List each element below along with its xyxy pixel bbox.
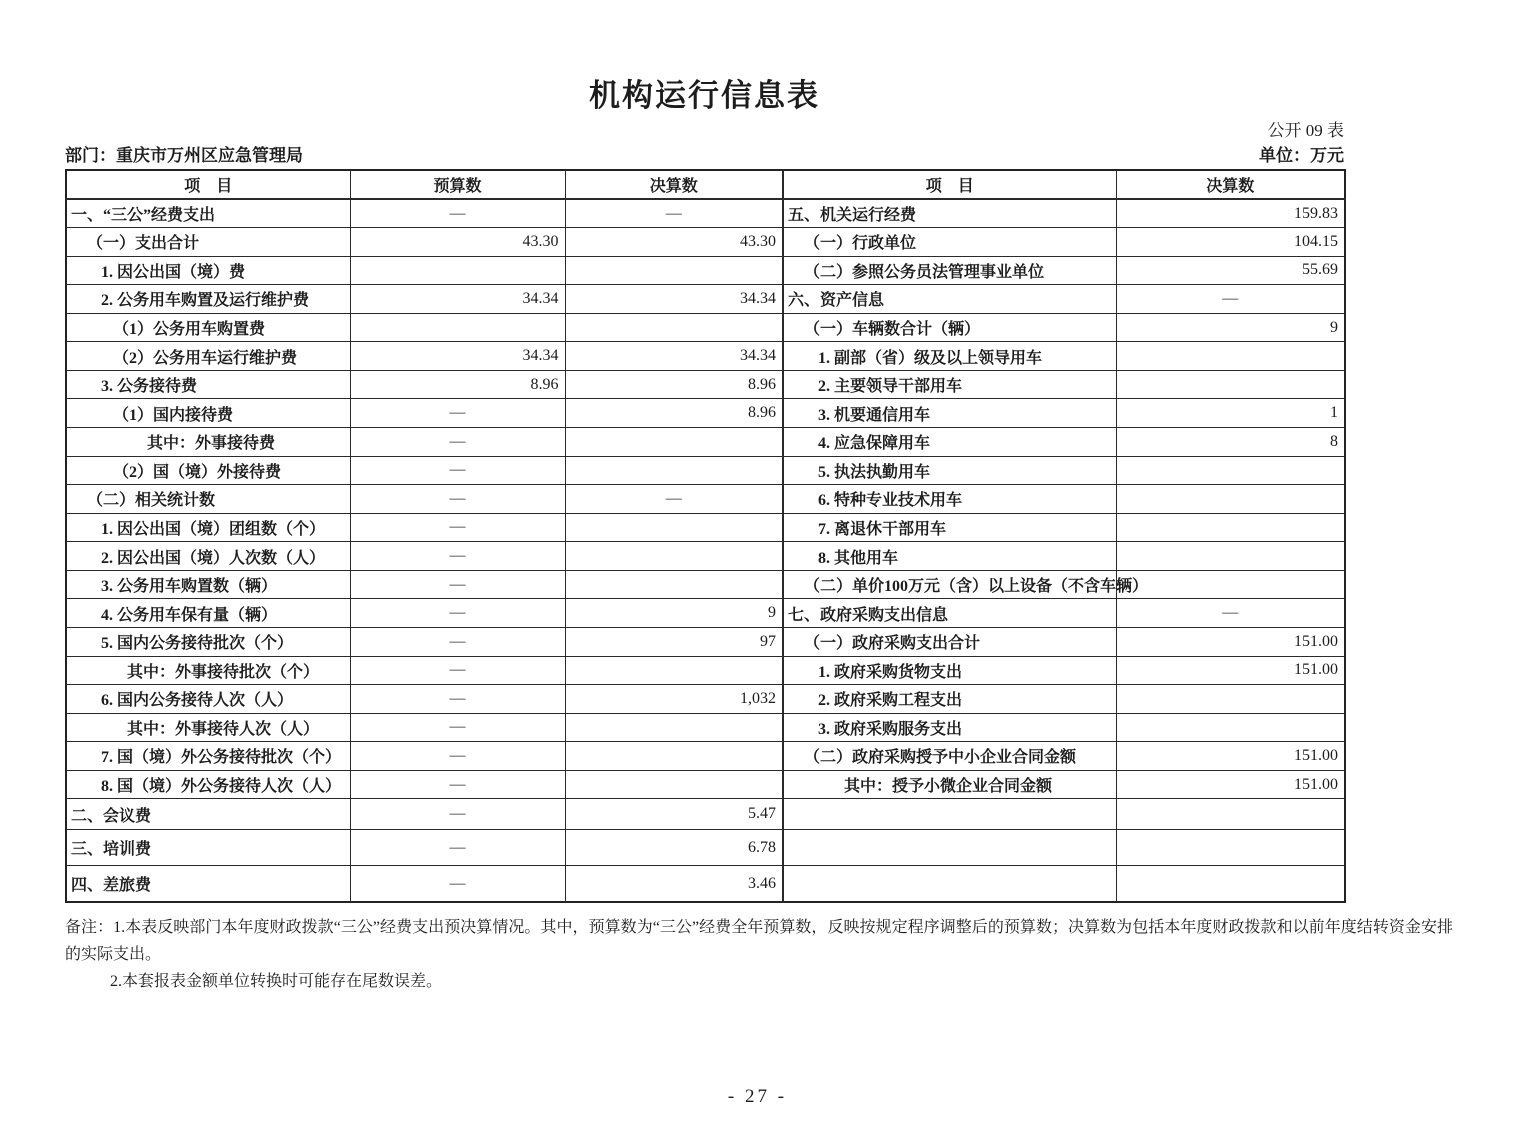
table-row bbox=[66, 228, 1345, 257]
item-cell-left: 其中：外事接待人次（人） bbox=[66, 713, 350, 742]
final-value-cell-right: 159.83 bbox=[1116, 199, 1345, 228]
item-cell-right bbox=[783, 799, 1116, 830]
final-value-cell bbox=[565, 570, 783, 599]
item-cell-left: 5. 国内公务接待批次（个） bbox=[66, 627, 350, 656]
page-title: 机构运行信息表 bbox=[589, 78, 820, 113]
item-cell-right: 1. 政府采购货物支出 bbox=[783, 656, 1116, 685]
budget-value-cell: — bbox=[350, 830, 565, 866]
final-value-cell bbox=[565, 513, 783, 542]
budget-value-cell: — bbox=[350, 485, 565, 514]
operation-info-table bbox=[65, 169, 1346, 903]
final-value-cell-right: — bbox=[1116, 285, 1345, 314]
final-value-cell: 43.30 bbox=[565, 228, 783, 257]
final-value-cell-right bbox=[1116, 685, 1345, 714]
budget-value-cell: — bbox=[350, 428, 565, 457]
final-value-cell: 5.47 bbox=[565, 799, 783, 830]
item-cell-left: 7. 国（境）外公务接待批次（个） bbox=[66, 742, 350, 771]
budget-value-cell: — bbox=[350, 685, 565, 714]
final-value-cell-right bbox=[1116, 713, 1345, 742]
budget-value-cell: — bbox=[350, 542, 565, 571]
table-row bbox=[66, 599, 1345, 628]
final-value-cell: 8.96 bbox=[565, 370, 783, 399]
table-header-row bbox=[66, 170, 1345, 199]
header-item-right: 项 目 bbox=[783, 170, 1116, 199]
item-cell-right: 七、政府采购支出信息 bbox=[783, 599, 1116, 628]
table-row bbox=[66, 656, 1345, 685]
final-value-cell: — bbox=[565, 199, 783, 228]
budget-value-cell: — bbox=[350, 456, 565, 485]
table-row bbox=[66, 713, 1345, 742]
budget-value-cell: 34.34 bbox=[350, 342, 565, 371]
item-cell-right: 3. 机要通信用车 bbox=[783, 399, 1116, 428]
final-value-cell: 1,032 bbox=[565, 685, 783, 714]
item-cell-left: （2）国（境）外接待费 bbox=[66, 456, 350, 485]
item-cell-left: 其中：外事接待批次（个） bbox=[66, 656, 350, 685]
budget-value-cell: — bbox=[350, 599, 565, 628]
page-number: - 27 - bbox=[727, 1086, 788, 1107]
table-row bbox=[66, 313, 1345, 342]
header-budget: 预算数 bbox=[350, 170, 565, 199]
budget-value-cell: — bbox=[350, 742, 565, 771]
table-row bbox=[66, 770, 1345, 799]
table-row bbox=[66, 742, 1345, 771]
item-cell-left: 四、差旅费 bbox=[66, 866, 350, 902]
table-row bbox=[66, 399, 1345, 428]
item-cell-right: 8. 其他用车 bbox=[783, 542, 1116, 571]
item-cell-left: 3. 公务接待费 bbox=[66, 370, 350, 399]
final-value-cell-right bbox=[1116, 542, 1345, 571]
item-cell-right: （一）政府采购支出合计 bbox=[783, 627, 1116, 656]
budget-value-cell: — bbox=[350, 713, 565, 742]
final-value-cell-right bbox=[1116, 456, 1345, 485]
item-cell-right: （一）行政单位 bbox=[783, 228, 1116, 257]
table-row bbox=[66, 199, 1345, 228]
item-cell-right bbox=[783, 866, 1116, 902]
table-row bbox=[66, 485, 1345, 514]
item-cell-right: （一）车辆数合计（辆） bbox=[783, 313, 1116, 342]
item-cell-left: （2）公务用车运行维护费 bbox=[66, 342, 350, 371]
header-item-left: 项 目 bbox=[66, 170, 350, 199]
budget-value-cell: — bbox=[350, 513, 565, 542]
final-value-cell: 97 bbox=[565, 627, 783, 656]
item-cell-right: 6. 特种专业技术用车 bbox=[783, 485, 1116, 514]
item-cell-left: 其中：外事接待费 bbox=[66, 428, 350, 457]
final-value-cell bbox=[565, 542, 783, 571]
item-cell-right: 其中：授予小微企业合同金额 bbox=[783, 770, 1116, 799]
note-2: 2.本套报表金额单位转换时可能存在尾数误差。 bbox=[110, 972, 443, 990]
budget-value-cell: — bbox=[350, 199, 565, 228]
final-value-cell bbox=[565, 256, 783, 285]
final-value-cell-right: 151.00 bbox=[1116, 627, 1345, 656]
table-row bbox=[66, 627, 1345, 656]
final-value-cell-right bbox=[1116, 513, 1345, 542]
final-value-cell bbox=[565, 656, 783, 685]
final-value-cell-right: 8 bbox=[1116, 428, 1345, 457]
final-value-cell: 8.96 bbox=[565, 399, 783, 428]
table-row bbox=[66, 513, 1345, 542]
item-cell-right: 五、机关运行经费 bbox=[783, 199, 1116, 228]
final-value-cell-right: 151.00 bbox=[1116, 770, 1345, 799]
item-cell-left: 4. 公务用车保有量（辆） bbox=[66, 599, 350, 628]
header-final-right: 决算数 bbox=[1116, 170, 1345, 199]
item-cell-left: （二）相关统计数 bbox=[66, 485, 350, 514]
final-value-cell-right: 1 bbox=[1116, 399, 1345, 428]
budget-value-cell: — bbox=[350, 570, 565, 599]
meta-row bbox=[65, 145, 1344, 167]
table-row bbox=[66, 428, 1345, 457]
budget-value-cell: — bbox=[350, 770, 565, 799]
item-cell-left: 1. 因公出国（境）费 bbox=[66, 256, 350, 285]
budget-value-cell: — bbox=[350, 656, 565, 685]
table-row bbox=[66, 256, 1345, 285]
table-row bbox=[66, 866, 1345, 902]
final-value-cell: 34.34 bbox=[565, 342, 783, 371]
item-cell-left: 3. 公务用车购置数（辆） bbox=[66, 570, 350, 599]
table-row bbox=[66, 799, 1345, 830]
budget-value-cell: — bbox=[350, 799, 565, 830]
item-cell-right bbox=[783, 830, 1116, 866]
final-value-cell-right: 151.00 bbox=[1116, 742, 1345, 771]
item-cell-left: 2. 因公出国（境）人次数（人） bbox=[66, 542, 350, 571]
item-cell-right: 2. 主要领导干部用车 bbox=[783, 370, 1116, 399]
item-cell-right: 2. 政府采购工程支出 bbox=[783, 685, 1116, 714]
final-value-cell bbox=[565, 770, 783, 799]
budget-value-cell bbox=[350, 256, 565, 285]
item-cell-left: 1. 因公出国（境）团组数（个） bbox=[66, 513, 350, 542]
final-value-cell-right bbox=[1116, 799, 1345, 830]
table-row bbox=[66, 342, 1345, 371]
final-value-cell bbox=[565, 742, 783, 771]
document-page bbox=[0, 76, 1515, 1145]
final-value-cell-right bbox=[1116, 370, 1345, 399]
table-row bbox=[66, 285, 1345, 314]
final-value-cell-right: — bbox=[1116, 599, 1345, 628]
final-value-cell: — bbox=[565, 485, 783, 514]
item-cell-left: （一）支出合计 bbox=[66, 228, 350, 257]
final-value-cell-right: 55.69 bbox=[1116, 256, 1345, 285]
budget-value-cell: — bbox=[350, 627, 565, 656]
final-value-cell: 6.78 bbox=[565, 830, 783, 866]
item-cell-right: 3. 政府采购服务支出 bbox=[783, 713, 1116, 742]
table-row bbox=[66, 570, 1345, 599]
notes-block bbox=[65, 914, 1453, 995]
final-value-cell-right: 104.15 bbox=[1116, 228, 1345, 257]
budget-value-cell: 43.30 bbox=[350, 228, 565, 257]
item-cell-left: 8. 国（境）外公务接待人次（人） bbox=[66, 770, 350, 799]
final-value-cell-right bbox=[1116, 830, 1345, 866]
item-cell-right: 六、资产信息 bbox=[783, 285, 1116, 314]
final-value-cell: 9 bbox=[565, 599, 783, 628]
unit-label: 单位：万元 bbox=[1259, 146, 1344, 165]
final-value-cell: 34.34 bbox=[565, 285, 783, 314]
final-value-cell-right bbox=[1116, 485, 1345, 514]
item-cell-right: 7. 离退休干部用车 bbox=[783, 513, 1116, 542]
final-value-cell bbox=[565, 428, 783, 457]
budget-value-cell: 34.34 bbox=[350, 285, 565, 314]
item-cell-left: （1）公务用车购置费 bbox=[66, 313, 350, 342]
budget-value-cell: — bbox=[350, 866, 565, 902]
item-cell-left: 6. 国内公务接待人次（人） bbox=[66, 685, 350, 714]
table-row bbox=[66, 685, 1345, 714]
final-value-cell-right: 151.00 bbox=[1116, 656, 1345, 685]
item-cell-left: 2. 公务用车购置及运行维护费 bbox=[66, 285, 350, 314]
final-value-cell bbox=[565, 456, 783, 485]
note-1: 备注：1.本表反映部门本年度财政拨款“三公”经费支出预决算情况。其中，预算数为“三公”经费全年预算数，反映按规定程序调整后的预算数；决算数为包括本年度财政拨款和以前年度结转资金安排的实际支出。 bbox=[65, 918, 1453, 963]
item-cell-right: （二）单价100万元（含）以上设备（不含车辆） bbox=[783, 570, 1116, 599]
item-cell-left: （1）国内接待费 bbox=[66, 399, 350, 428]
final-value-cell bbox=[565, 713, 783, 742]
budget-value-cell bbox=[350, 313, 565, 342]
budget-value-cell: 8.96 bbox=[350, 370, 565, 399]
table-row bbox=[66, 830, 1345, 866]
item-cell-left: 二、会议费 bbox=[66, 799, 350, 830]
table-row bbox=[66, 370, 1345, 399]
table-row bbox=[66, 456, 1345, 485]
item-cell-left: 三、培训费 bbox=[66, 830, 350, 866]
item-cell-right: （二）政府采购授予中小企业合同金额 bbox=[783, 742, 1116, 771]
item-cell-right: 5. 执法执勤用车 bbox=[783, 456, 1116, 485]
final-value-cell-right: 9 bbox=[1116, 313, 1345, 342]
final-value-cell-right bbox=[1116, 570, 1345, 599]
item-cell-left: 一、“三公”经费支出 bbox=[66, 199, 350, 228]
budget-value-cell: — bbox=[350, 399, 565, 428]
department-label: 部门：重庆市万州区应急管理局 bbox=[65, 146, 303, 165]
table-row bbox=[66, 542, 1345, 571]
final-value-cell-right bbox=[1116, 342, 1345, 371]
final-value-cell: 3.46 bbox=[565, 866, 783, 902]
item-cell-right: 1. 副部（省）级及以上领导用车 bbox=[783, 342, 1116, 371]
form-code-label: 公开 09 表 bbox=[1267, 121, 1344, 140]
item-cell-right: 4. 应急保障用车 bbox=[783, 428, 1116, 457]
final-value-cell bbox=[565, 313, 783, 342]
header-final-left: 决算数 bbox=[565, 170, 783, 199]
final-value-cell-right bbox=[1116, 866, 1345, 902]
item-cell-right: （二）参照公务员法管理事业单位 bbox=[783, 256, 1116, 285]
